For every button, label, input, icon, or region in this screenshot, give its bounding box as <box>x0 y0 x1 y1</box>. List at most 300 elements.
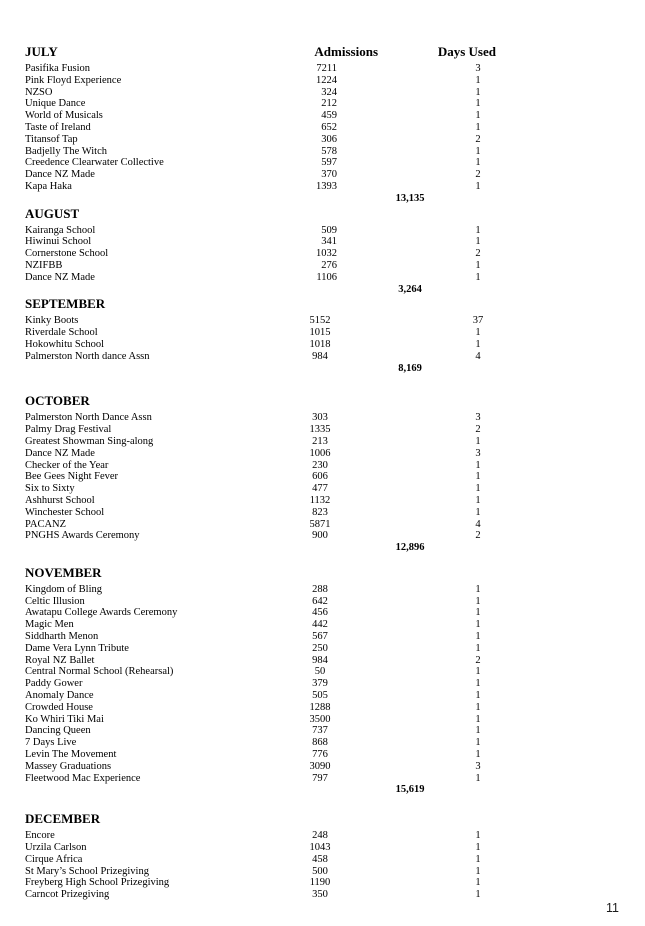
column-gap <box>360 483 449 495</box>
event-row <box>25 315 506 327</box>
admissions-value: 797 <box>312 772 328 784</box>
event-name: NZSO <box>25 86 53 98</box>
column-gap <box>360 519 449 531</box>
event-name: Kinky Boots <box>25 315 79 327</box>
column-gap <box>360 643 449 655</box>
event-name: Palmy Drag Festival <box>25 424 112 436</box>
days-used-value: 1 <box>475 631 481 643</box>
admissions-value: 3500 <box>309 713 331 725</box>
month-total: 3,264 <box>398 283 422 295</box>
days-used-value: 2 <box>475 424 481 436</box>
days-used-value: 1 <box>475 865 481 877</box>
days-used-value: 2 <box>475 169 481 181</box>
column-gap <box>360 412 449 424</box>
admissions-value: 652 <box>321 121 337 133</box>
days-used-value: 1 <box>475 642 481 654</box>
column-gap <box>360 866 449 878</box>
event-name: Crowded House <box>25 701 93 713</box>
days-used-column-header <box>378 394 496 408</box>
event-row <box>25 666 506 678</box>
days-used-value: 4 <box>475 518 481 530</box>
event-row <box>25 134 506 146</box>
month-total: 8,169 <box>398 362 422 374</box>
event-name: Urzila Carlson <box>25 842 87 854</box>
month-title: JULY <box>25 44 58 59</box>
days-used-value: 1 <box>475 494 481 506</box>
days-used-value: 1 <box>475 772 481 784</box>
month-section <box>25 297 506 374</box>
admissions-value: 1190 <box>309 877 331 889</box>
column-gap <box>360 830 449 842</box>
event-name: Cornerstone School <box>25 248 109 260</box>
days-used-value: 1 <box>475 157 481 169</box>
month-total-row <box>25 542 506 554</box>
days-used-value: 1 <box>475 180 481 192</box>
event-row <box>25 607 506 619</box>
month-total: 15,619 <box>395 784 425 796</box>
event-name: Dancing Queen <box>25 725 91 737</box>
event-row <box>25 110 506 122</box>
event-row <box>25 643 506 655</box>
admissions-value: 213 <box>312 435 328 447</box>
column-gap <box>360 702 449 714</box>
event-name: Badjelly The Witch <box>25 145 108 157</box>
event-row <box>25 327 506 339</box>
column-gap <box>360 666 449 678</box>
event-row <box>25 584 506 596</box>
admissions-value: 578 <box>321 145 337 157</box>
days-used-value: 1 <box>475 713 481 725</box>
month-header-row <box>25 45 506 59</box>
event-row <box>25 725 506 737</box>
event-row <box>25 157 506 169</box>
admissions-value: 250 <box>312 642 328 654</box>
admissions-value: 477 <box>312 483 328 495</box>
event-row <box>25 471 506 483</box>
days-used-value: 1 <box>475 830 481 842</box>
event-name: Checker of the Year <box>25 459 109 471</box>
column-gap <box>360 63 449 75</box>
event-name: 7 Days Live <box>25 737 77 749</box>
event-name: Cirque Africa <box>25 853 83 865</box>
column-gap <box>360 110 449 122</box>
column-gap <box>360 737 449 749</box>
days-used-value: 3 <box>475 63 481 74</box>
event-name: Central Normal School (Rehearsal) <box>25 666 174 678</box>
column-gap <box>360 655 449 667</box>
admissions-value: 230 <box>312 459 328 471</box>
column-gap <box>360 75 449 87</box>
event-row <box>25 412 506 424</box>
column-gap <box>360 619 449 631</box>
days-used-value: 2 <box>475 133 481 145</box>
days-used-value: 1 <box>475 619 481 631</box>
event-row <box>25 519 506 531</box>
event-name: Taste of Ireland <box>25 121 91 133</box>
days-used-value: 1 <box>475 701 481 713</box>
days-used-column-header <box>378 207 496 221</box>
days-used-value: 1 <box>475 98 481 110</box>
days-used-column-header: Days Used <box>437 44 496 59</box>
event-row <box>25 98 506 110</box>
admissions-value: 505 <box>312 690 328 702</box>
column-gap <box>360 607 449 619</box>
admissions-value: 1043 <box>309 842 331 854</box>
event-row <box>25 225 506 237</box>
event-row <box>25 866 506 878</box>
days-used-value: 3 <box>475 412 481 424</box>
event-row <box>25 842 506 854</box>
event-name: Royal NZ Ballet <box>25 654 95 666</box>
page-number: 11 <box>606 901 619 915</box>
column-gap <box>360 248 449 260</box>
admissions-value: 737 <box>312 725 328 737</box>
event-name: World of Musicals <box>25 110 103 122</box>
event-row <box>25 495 506 507</box>
event-name: Hiwinui School <box>25 236 92 248</box>
admissions-value: 1032 <box>316 248 337 260</box>
event-name: PACANZ <box>25 518 67 530</box>
days-used-value: 1 <box>475 483 481 495</box>
column-gap <box>360 146 449 158</box>
month-total-row <box>25 193 506 205</box>
event-row <box>25 749 506 761</box>
month-total: 12,896 <box>395 542 425 554</box>
column-gap <box>360 339 449 351</box>
month-section <box>25 45 506 205</box>
admissions-value: 1018 <box>309 338 331 350</box>
event-row <box>25 631 506 643</box>
column-gap <box>360 436 449 448</box>
column-gap <box>360 157 449 169</box>
month-rows <box>25 584 506 785</box>
admissions-value: 442 <box>312 619 328 631</box>
column-gap <box>360 530 449 542</box>
event-name: Dance NZ Made <box>25 271 95 283</box>
event-row <box>25 678 506 690</box>
admissions-value: 1288 <box>309 701 331 713</box>
event-name: Siddharth Menon <box>25 631 99 643</box>
month-rows <box>25 63 506 193</box>
admissions-value: 7211 <box>316 63 337 74</box>
admissions-value: 5152 <box>309 315 331 327</box>
month-title: AUGUST <box>25 205 80 221</box>
event-name: Freyberg High School Prizegiving <box>25 877 170 889</box>
event-row <box>25 460 506 472</box>
month-header-row <box>25 394 506 408</box>
event-row <box>25 181 506 193</box>
days-used-value: 1 <box>475 506 481 518</box>
event-row <box>25 483 506 495</box>
days-used-value: 1 <box>475 725 481 737</box>
event-row <box>25 146 506 158</box>
admissions-value: 324 <box>321 86 337 98</box>
event-name: Riverdale School <box>25 327 98 339</box>
days-used-value: 1 <box>475 607 481 619</box>
column-gap <box>360 690 449 702</box>
month-total-row <box>25 284 506 296</box>
admissions-value: 597 <box>321 157 337 169</box>
days-used-value: 1 <box>475 737 481 749</box>
column-gap <box>360 181 449 193</box>
event-name: Hokowhitu School <box>25 338 105 350</box>
admissions-value: 276 <box>321 259 337 271</box>
days-used-value: 1 <box>475 678 481 690</box>
month-header-row <box>25 297 506 311</box>
days-used-value: 1 <box>475 471 481 483</box>
event-row <box>25 169 506 181</box>
days-used-column-header <box>378 812 496 826</box>
event-row <box>25 619 506 631</box>
event-row <box>25 702 506 714</box>
event-row <box>25 761 506 773</box>
days-used-value: 2 <box>475 530 481 542</box>
event-name: Titansof Tap <box>25 133 78 145</box>
admissions-value: 459 <box>321 110 337 122</box>
admissions-value: 212 <box>321 98 337 110</box>
event-name: Celtic Illusion <box>25 595 85 607</box>
event-name: Awatapu College Awards Ceremony <box>25 607 178 619</box>
admissions-value: 984 <box>312 350 328 362</box>
days-used-value: 1 <box>475 595 481 607</box>
column-gap <box>360 260 449 272</box>
event-row <box>25 596 506 608</box>
document-content <box>25 45 506 901</box>
event-name: Magic Men <box>25 619 74 631</box>
admissions-value: 900 <box>312 530 328 542</box>
days-used-column-header <box>378 297 496 311</box>
admissions-value: 567 <box>312 631 328 643</box>
event-name: PNGHS Awards Ceremony <box>25 530 140 542</box>
days-used-value: 1 <box>475 877 481 889</box>
event-row <box>25 260 506 272</box>
event-name: Carncot Prizegiving <box>25 889 110 901</box>
event-name: Dame Vera Lynn Tribute <box>25 642 129 654</box>
admissions-value: 456 <box>312 607 328 619</box>
column-gap <box>360 351 449 363</box>
month-rows <box>25 412 506 542</box>
event-name: Creedence Clearwater Collective <box>25 157 164 169</box>
column-gap <box>360 678 449 690</box>
event-row <box>25 737 506 749</box>
days-used-value: 1 <box>475 889 481 901</box>
admissions-column-header <box>312 207 378 221</box>
column-gap <box>360 98 449 110</box>
column-gap <box>360 761 449 773</box>
column-gap <box>360 87 449 99</box>
month-title: SEPTEMBER <box>25 296 106 312</box>
event-row <box>25 714 506 726</box>
days-used-value: 1 <box>475 690 481 702</box>
column-gap <box>360 448 449 460</box>
month-header-row <box>25 207 506 221</box>
event-row <box>25 830 506 842</box>
event-row <box>25 448 506 460</box>
days-used-value: 2 <box>475 248 481 260</box>
event-row <box>25 530 506 542</box>
event-row <box>25 351 506 363</box>
event-row <box>25 75 506 87</box>
month-section <box>25 394 506 554</box>
event-row <box>25 236 506 248</box>
admissions-column-header <box>312 566 378 580</box>
days-used-value: 1 <box>475 145 481 157</box>
days-used-value: 2 <box>475 654 481 666</box>
admissions-value: 776 <box>312 749 328 761</box>
month-title: OCTOBER <box>25 393 90 409</box>
admissions-column-header: Admissions <box>314 44 378 59</box>
column-gap <box>360 424 449 436</box>
month-section <box>25 566 506 796</box>
event-row <box>25 248 506 260</box>
admissions-value: 1393 <box>316 180 337 192</box>
event-row <box>25 339 506 351</box>
days-used-value: 37 <box>472 315 484 327</box>
days-used-value: 1 <box>475 459 481 471</box>
column-gap <box>360 889 449 901</box>
column-gap <box>360 315 449 327</box>
event-name: Palmerston North dance Assn <box>25 350 150 362</box>
column-gap <box>360 122 449 134</box>
admissions-value: 642 <box>312 595 328 607</box>
month-header-row <box>25 812 506 826</box>
event-row <box>25 122 506 134</box>
admissions-value: 370 <box>321 169 337 181</box>
admissions-value: 341 <box>321 236 337 248</box>
days-used-value: 1 <box>475 853 481 865</box>
days-used-value: 3 <box>475 760 481 772</box>
column-gap <box>360 507 449 519</box>
event-row <box>25 655 506 667</box>
admissions-value: 1006 <box>309 447 331 459</box>
month-rows <box>25 830 506 901</box>
event-row <box>25 773 506 785</box>
month-rows <box>25 225 506 284</box>
admissions-value: 823 <box>312 506 328 518</box>
days-used-value: 1 <box>475 110 481 122</box>
column-gap <box>360 225 449 237</box>
column-gap <box>360 854 449 866</box>
admissions-value: 303 <box>312 412 328 424</box>
event-name: Kapa Haka <box>25 180 72 192</box>
column-gap <box>360 471 449 483</box>
event-name: Anomaly Dance <box>25 690 94 702</box>
admissions-value: 3090 <box>309 760 331 772</box>
event-name: NZIFBB <box>25 259 63 271</box>
event-name: St Mary’s School Prizegiving <box>25 865 149 877</box>
days-used-value: 1 <box>475 271 481 283</box>
admissions-value: 1335 <box>309 424 331 436</box>
admissions-value: 288 <box>312 583 328 595</box>
event-row <box>25 272 506 284</box>
admissions-value: 1106 <box>316 271 337 283</box>
event-name: Kingdom of Bling <box>25 583 103 595</box>
month-section <box>25 207 506 296</box>
days-used-value: 1 <box>475 583 481 595</box>
admissions-value: 1015 <box>309 327 331 339</box>
days-used-value: 1 <box>475 121 481 133</box>
event-name: Dance NZ Made <box>25 169 95 181</box>
event-row <box>25 424 506 436</box>
column-gap <box>360 327 449 339</box>
event-row <box>25 87 506 99</box>
admissions-value: 509 <box>321 224 337 236</box>
event-row <box>25 436 506 448</box>
column-gap <box>360 272 449 284</box>
column-gap <box>360 714 449 726</box>
event-name: Greatest Showman Sing-along <box>25 435 154 447</box>
days-used-value: 1 <box>475 338 481 350</box>
column-gap <box>360 773 449 785</box>
column-gap <box>360 236 449 248</box>
admissions-column-header <box>312 297 378 311</box>
month-rows <box>25 315 506 362</box>
days-used-column-header <box>378 566 496 580</box>
event-name: Bee Gees Night Fever <box>25 471 119 483</box>
month-total: 13,135 <box>395 192 425 204</box>
admissions-column-header <box>312 812 378 826</box>
month-total-row <box>25 363 506 375</box>
days-used-value: 4 <box>475 350 481 362</box>
event-row <box>25 63 506 75</box>
admissions-value: 606 <box>312 471 328 483</box>
admissions-value: 379 <box>312 678 328 690</box>
admissions-value: 458 <box>312 853 328 865</box>
admissions-value: 306 <box>321 133 337 145</box>
column-gap <box>360 725 449 737</box>
month-total-row <box>25 784 506 796</box>
days-used-value: 1 <box>475 236 481 248</box>
days-used-value: 1 <box>475 259 481 271</box>
event-name: Paddy Gower <box>25 678 83 690</box>
admissions-value: 500 <box>312 865 328 877</box>
event-name: Winchester School <box>25 506 105 518</box>
event-name: Dance NZ Made <box>25 447 95 459</box>
admissions-value: 984 <box>312 654 328 666</box>
days-used-value: 1 <box>475 74 481 86</box>
event-name: Fleetwood Mac Experience <box>25 772 141 784</box>
event-name: Kairanga School <box>25 224 96 236</box>
days-used-value: 1 <box>475 666 481 678</box>
event-name: Ko Whiri Tiki Mai <box>25 713 104 725</box>
days-used-value: 3 <box>475 447 481 459</box>
column-gap <box>360 842 449 854</box>
days-used-value: 1 <box>475 224 481 236</box>
event-name: Encore <box>25 830 55 842</box>
event-name: Ashhurst School <box>25 494 95 506</box>
admissions-value: 5871 <box>309 518 331 530</box>
column-gap <box>360 749 449 761</box>
days-used-value: 1 <box>475 86 481 98</box>
event-row <box>25 877 506 889</box>
month-header-row <box>25 566 506 580</box>
admissions-value: 248 <box>312 830 328 842</box>
column-gap <box>360 631 449 643</box>
event-row <box>25 690 506 702</box>
column-gap <box>360 877 449 889</box>
event-name: Six to Sixty <box>25 483 75 495</box>
event-name: Levin The Movement <box>25 749 117 761</box>
admissions-value: 350 <box>312 889 328 901</box>
month-title: DECEMBER <box>25 811 101 827</box>
month-section <box>25 812 506 901</box>
column-gap <box>360 495 449 507</box>
event-row <box>25 507 506 519</box>
event-name: Massey Graduations <box>25 760 112 772</box>
event-row <box>25 889 506 901</box>
month-title: NOVEMBER <box>25 564 102 580</box>
event-name: Pink Floyd Experience <box>25 74 122 86</box>
